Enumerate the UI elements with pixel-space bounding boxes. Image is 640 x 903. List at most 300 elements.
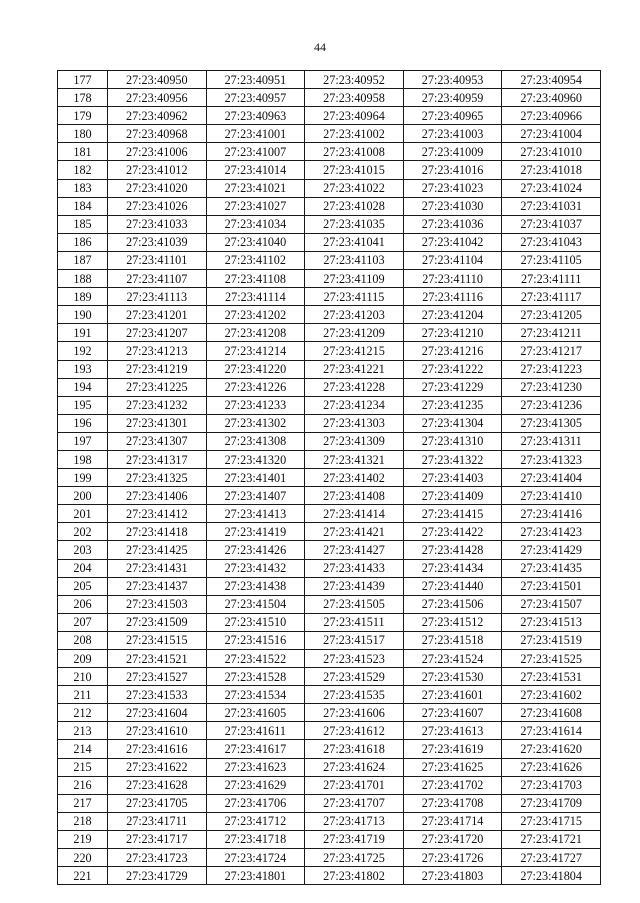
cadastral-code-cell: 27:23:41219 [108, 360, 207, 378]
row-number-cell: 213 [58, 722, 108, 740]
cadastral-code-cell: 27:23:41519 [502, 631, 601, 649]
cadastral-code-cell: 27:23:41225 [108, 378, 207, 396]
table-row [58, 143, 601, 161]
cadastral-code-cell: 27:23:41229 [403, 378, 502, 396]
cadastral-code-cell: 27:23:41717 [108, 830, 207, 848]
cadastral-code-table [57, 70, 601, 885]
row-number-cell: 181 [58, 143, 108, 161]
cadastral-code-cell: 27:23:41614 [502, 722, 601, 740]
table-row [58, 794, 601, 812]
row-number-cell: 200 [58, 487, 108, 505]
cadastral-code-cell: 27:23:41042 [403, 233, 502, 251]
cadastral-code-cell: 27:23:41003 [403, 125, 502, 143]
cadastral-code-cell: 27:23:41718 [206, 830, 305, 848]
cadastral-code-cell: 27:23:41439 [305, 577, 404, 595]
cadastral-code-cell: 27:23:41528 [206, 668, 305, 686]
cadastral-code-cell: 27:23:41429 [502, 541, 601, 559]
cadastral-code-cell: 27:23:41033 [108, 215, 207, 233]
cadastral-code-cell: 27:23:41506 [403, 595, 502, 613]
cadastral-code-cell: 27:23:41114 [206, 288, 305, 306]
cadastral-code-cell: 27:23:41624 [305, 758, 404, 776]
table-row [58, 215, 601, 233]
cadastral-code-cell: 27:23:41708 [403, 794, 502, 812]
cadastral-code-cell: 27:23:40956 [108, 89, 207, 107]
cadastral-code-cell: 27:23:41006 [108, 143, 207, 161]
cadastral-code-cell: 27:23:40962 [108, 107, 207, 125]
cadastral-code-cell: 27:23:41205 [502, 306, 601, 324]
cadastral-code-cell: 27:23:41713 [305, 812, 404, 830]
cadastral-code-cell: 27:23:41115 [305, 288, 404, 306]
cadastral-code-cell: 27:23:41311 [502, 432, 601, 450]
row-number-cell: 209 [58, 650, 108, 668]
table-row [58, 559, 601, 577]
cadastral-code-cell: 27:23:41409 [403, 487, 502, 505]
table-row [58, 396, 601, 414]
cadastral-code-cell: 27:23:41108 [206, 270, 305, 288]
table-row [58, 776, 601, 794]
cadastral-code-cell: 27:23:41414 [305, 505, 404, 523]
cadastral-code-cell: 27:23:41513 [502, 613, 601, 631]
cadastral-code-cell: 27:23:41504 [206, 595, 305, 613]
cadastral-code-cell: 27:23:41217 [502, 342, 601, 360]
table-row [58, 251, 601, 269]
cadastral-code-cell: 27:23:41501 [502, 577, 601, 595]
row-number-cell: 208 [58, 631, 108, 649]
row-number-cell: 188 [58, 270, 108, 288]
cadastral-code-cell: 27:23:41226 [206, 378, 305, 396]
cadastral-code-cell: 27:23:41702 [403, 776, 502, 794]
cadastral-code-cell: 27:23:41516 [206, 631, 305, 649]
cadastral-code-cell: 27:23:41408 [305, 487, 404, 505]
table-row [58, 161, 601, 179]
cadastral-code-cell: 27:23:41216 [403, 342, 502, 360]
cadastral-code-cell: 27:23:41024 [502, 179, 601, 197]
table-row [58, 71, 601, 89]
cadastral-code-cell: 27:23:41505 [305, 595, 404, 613]
cadastral-code-cell: 27:23:41435 [502, 559, 601, 577]
row-number-cell: 218 [58, 812, 108, 830]
row-number-cell: 215 [58, 758, 108, 776]
cadastral-code-cell: 27:23:41415 [403, 505, 502, 523]
cadastral-code-cell: 27:23:41234 [305, 396, 404, 414]
row-number-cell: 189 [58, 288, 108, 306]
table-row [58, 197, 601, 215]
cadastral-code-cell: 27:23:41215 [305, 342, 404, 360]
cadastral-code-cell: 27:23:41726 [403, 849, 502, 867]
table-row [58, 179, 601, 197]
cadastral-code-cell: 27:23:41626 [502, 758, 601, 776]
cadastral-code-cell: 27:23:41035 [305, 215, 404, 233]
cadastral-code-cell: 27:23:41438 [206, 577, 305, 595]
row-number-cell: 177 [58, 71, 108, 89]
cadastral-code-cell: 27:23:41010 [502, 143, 601, 161]
cadastral-code-cell: 27:23:41026 [108, 197, 207, 215]
row-number-cell: 220 [58, 849, 108, 867]
cadastral-code-cell: 27:23:41431 [108, 559, 207, 577]
cadastral-code-cell: 27:23:41208 [206, 324, 305, 342]
cadastral-code-cell: 27:23:41503 [108, 595, 207, 613]
cadastral-code-cell: 27:23:41323 [502, 450, 601, 468]
cadastral-code-cell: 27:23:40963 [206, 107, 305, 125]
table-row [58, 595, 601, 613]
cadastral-code-cell: 27:23:41433 [305, 559, 404, 577]
table-row [58, 849, 601, 867]
cadastral-code-cell: 27:23:41801 [206, 867, 305, 885]
cadastral-code-cell: 27:23:41515 [108, 631, 207, 649]
row-number-cell: 179 [58, 107, 108, 125]
cadastral-code-cell: 27:23:41703 [502, 776, 601, 794]
cadastral-code-cell: 27:23:41721 [502, 830, 601, 848]
table-row [58, 631, 601, 649]
cadastral-code-cell: 27:23:41034 [206, 215, 305, 233]
row-number-cell: 192 [58, 342, 108, 360]
cadastral-code-cell: 27:23:41802 [305, 867, 404, 885]
cadastral-code-cell: 27:23:41724 [206, 849, 305, 867]
cadastral-code-cell: 27:23:40960 [502, 89, 601, 107]
cadastral-code-cell: 27:23:41533 [108, 686, 207, 704]
cadastral-code-cell: 27:23:41623 [206, 758, 305, 776]
cadastral-code-cell: 27:23:41037 [502, 215, 601, 233]
cadastral-code-cell: 27:23:41803 [403, 867, 502, 885]
cadastral-code-cell: 27:23:41320 [206, 450, 305, 468]
cadastral-code-cell: 27:23:40950 [108, 71, 207, 89]
cadastral-code-cell: 27:23:41043 [502, 233, 601, 251]
cadastral-code-cell: 27:23:41105 [502, 251, 601, 269]
row-number-cell: 194 [58, 378, 108, 396]
cadastral-code-cell: 27:23:41601 [403, 686, 502, 704]
table-row [58, 89, 601, 107]
row-number-cell: 180 [58, 125, 108, 143]
cadastral-code-cell: 27:23:41616 [108, 740, 207, 758]
cadastral-code-cell: 27:23:41235 [403, 396, 502, 414]
cadastral-code-cell: 27:23:41511 [305, 613, 404, 631]
cadastral-code-cell: 27:23:41014 [206, 161, 305, 179]
row-number-cell: 201 [58, 505, 108, 523]
table-row [58, 740, 601, 758]
cadastral-code-cell: 27:23:41223 [502, 360, 601, 378]
table-row [58, 378, 601, 396]
row-number-cell: 182 [58, 161, 108, 179]
row-number-cell: 198 [58, 450, 108, 468]
row-number-cell: 212 [58, 704, 108, 722]
table-row [58, 867, 601, 885]
cadastral-code-cell: 27:23:41608 [502, 704, 601, 722]
cadastral-code-cell: 27:23:41001 [206, 125, 305, 143]
cadastral-code-cell: 27:23:41027 [206, 197, 305, 215]
row-number-cell: 204 [58, 559, 108, 577]
cadastral-code-cell: 27:23:41725 [305, 849, 404, 867]
cadastral-code-cell: 27:23:41039 [108, 233, 207, 251]
row-number-cell: 183 [58, 179, 108, 197]
row-number-cell: 221 [58, 867, 108, 885]
table-row [58, 505, 601, 523]
cadastral-code-cell: 27:23:40957 [206, 89, 305, 107]
cadastral-code-cell: 27:23:41521 [108, 650, 207, 668]
cadastral-code-cell: 27:23:41307 [108, 432, 207, 450]
table-row [58, 324, 601, 342]
cadastral-code-cell: 27:23:40964 [305, 107, 404, 125]
cadastral-code-cell: 27:23:41222 [403, 360, 502, 378]
cadastral-code-cell: 27:23:41605 [206, 704, 305, 722]
table-row [58, 107, 601, 125]
cadastral-code-cell: 27:23:41009 [403, 143, 502, 161]
table-row [58, 650, 601, 668]
cadastral-code-cell: 27:23:41620 [502, 740, 601, 758]
cadastral-code-cell: 27:23:41440 [403, 577, 502, 595]
cadastral-code-cell: 27:23:41117 [502, 288, 601, 306]
cadastral-code-cell: 27:23:41401 [206, 469, 305, 487]
cadastral-code-cell: 27:23:41410 [502, 487, 601, 505]
table-row [58, 270, 601, 288]
row-number-cell: 211 [58, 686, 108, 704]
table-row [58, 812, 601, 830]
table-row [58, 686, 601, 704]
table-row [58, 342, 601, 360]
cadastral-code-cell: 27:23:41416 [502, 505, 601, 523]
cadastral-code-cell: 27:23:41613 [403, 722, 502, 740]
cadastral-code-cell: 27:23:41228 [305, 378, 404, 396]
cadastral-code-cell: 27:23:41406 [108, 487, 207, 505]
cadastral-code-cell: 27:23:41701 [305, 776, 404, 794]
cadastral-code-cell: 27:23:41021 [206, 179, 305, 197]
cadastral-code-cell: 27:23:41402 [305, 469, 404, 487]
cadastral-code-cell: 27:23:41116 [403, 288, 502, 306]
cadastral-code-cell: 27:23:41625 [403, 758, 502, 776]
cadastral-code-cell: 27:23:41707 [305, 794, 404, 812]
cadastral-code-cell: 27:23:41103 [305, 251, 404, 269]
cadastral-code-cell: 27:23:41712 [206, 812, 305, 830]
cadastral-code-cell: 27:23:41016 [403, 161, 502, 179]
table-body [58, 71, 601, 885]
cadastral-code-cell: 27:23:41421 [305, 523, 404, 541]
cadastral-code-cell: 27:23:41012 [108, 161, 207, 179]
cadastral-code-cell: 27:23:41236 [502, 396, 601, 414]
table-row [58, 414, 601, 432]
cadastral-code-cell: 27:23:41720 [403, 830, 502, 848]
cadastral-code-cell: 27:23:41419 [206, 523, 305, 541]
row-number-cell: 199 [58, 469, 108, 487]
cadastral-code-cell: 27:23:41534 [206, 686, 305, 704]
cadastral-code-cell: 27:23:41041 [305, 233, 404, 251]
cadastral-code-cell: 27:23:41432 [206, 559, 305, 577]
row-number-cell: 219 [58, 830, 108, 848]
cadastral-code-cell: 27:23:41524 [403, 650, 502, 668]
table-row [58, 830, 601, 848]
table-row [58, 432, 601, 450]
cadastral-code-cell: 27:23:41102 [206, 251, 305, 269]
cadastral-code-cell: 27:23:41507 [502, 595, 601, 613]
table-row [58, 523, 601, 541]
row-number-cell: 210 [58, 668, 108, 686]
cadastral-code-cell: 27:23:41230 [502, 378, 601, 396]
cadastral-code-cell: 27:23:41427 [305, 541, 404, 559]
cadastral-code-cell: 27:23:41207 [108, 324, 207, 342]
cadastral-code-cell: 27:23:41523 [305, 650, 404, 668]
cadastral-code-cell: 27:23:40968 [108, 125, 207, 143]
cadastral-code-cell: 27:23:40951 [206, 71, 305, 89]
cadastral-code-cell: 27:23:41232 [108, 396, 207, 414]
cadastral-code-cell: 27:23:41611 [206, 722, 305, 740]
row-number-cell: 186 [58, 233, 108, 251]
cadastral-code-cell: 27:23:41113 [108, 288, 207, 306]
cadastral-code-cell: 27:23:40966 [502, 107, 601, 125]
cadastral-code-cell: 27:23:41303 [305, 414, 404, 432]
cadastral-code-cell: 27:23:41422 [403, 523, 502, 541]
cadastral-code-cell: 27:23:41201 [108, 306, 207, 324]
cadastral-code-cell: 27:23:41628 [108, 776, 207, 794]
cadastral-code-cell: 27:23:41104 [403, 251, 502, 269]
row-number-cell: 217 [58, 794, 108, 812]
row-number-cell: 191 [58, 324, 108, 342]
cadastral-code-cell: 27:23:41509 [108, 613, 207, 631]
cadastral-code-cell: 27:23:41111 [502, 270, 601, 288]
cadastral-code-cell: 27:23:41711 [108, 812, 207, 830]
cadastral-code-cell: 27:23:41204 [403, 306, 502, 324]
cadastral-code-cell: 27:23:40959 [403, 89, 502, 107]
cadastral-code-cell: 27:23:41714 [403, 812, 502, 830]
row-number-cell: 190 [58, 306, 108, 324]
cadastral-code-cell: 27:23:41525 [502, 650, 601, 668]
table-row [58, 668, 601, 686]
table-row [58, 469, 601, 487]
cadastral-code-cell: 27:23:41529 [305, 668, 404, 686]
cadastral-code-cell: 27:23:41617 [206, 740, 305, 758]
cadastral-code-cell: 27:23:41020 [108, 179, 207, 197]
cadastral-code-cell: 27:23:41321 [305, 450, 404, 468]
table-row [58, 577, 601, 595]
cadastral-code-cell: 27:23:41325 [108, 469, 207, 487]
table-row [58, 704, 601, 722]
cadastral-code-cell: 27:23:41619 [403, 740, 502, 758]
table-row [58, 360, 601, 378]
cadastral-code-cell: 27:23:41729 [108, 867, 207, 885]
cadastral-code-cell: 27:23:41031 [502, 197, 601, 215]
cadastral-code-cell: 27:23:41404 [502, 469, 601, 487]
cadastral-code-cell: 27:23:41301 [108, 414, 207, 432]
cadastral-code-cell: 27:23:41612 [305, 722, 404, 740]
cadastral-code-cell: 27:23:41309 [305, 432, 404, 450]
cadastral-code-cell: 27:23:41110 [403, 270, 502, 288]
row-number-cell: 193 [58, 360, 108, 378]
row-number-cell: 207 [58, 613, 108, 631]
cadastral-code-cell: 27:23:41305 [502, 414, 601, 432]
cadastral-code-cell: 27:23:41403 [403, 469, 502, 487]
cadastral-code-cell: 27:23:41302 [206, 414, 305, 432]
cadastral-code-cell: 27:23:41413 [206, 505, 305, 523]
row-number-cell: 214 [58, 740, 108, 758]
cadastral-code-cell: 27:23:41202 [206, 306, 305, 324]
cadastral-code-cell: 27:23:41522 [206, 650, 305, 668]
table-row [58, 288, 601, 306]
cadastral-code-cell: 27:23:41210 [403, 324, 502, 342]
cadastral-code-cell: 27:23:41002 [305, 125, 404, 143]
row-number-cell: 202 [58, 523, 108, 541]
cadastral-code-cell: 27:23:41527 [108, 668, 207, 686]
cadastral-code-cell: 27:23:41018 [502, 161, 601, 179]
row-number-cell: 206 [58, 595, 108, 613]
table-row [58, 450, 601, 468]
cadastral-code-cell: 27:23:41530 [403, 668, 502, 686]
cadastral-code-cell: 27:23:40958 [305, 89, 404, 107]
cadastral-code-cell: 27:23:40953 [403, 71, 502, 89]
table-row [58, 487, 601, 505]
cadastral-code-cell: 27:23:41412 [108, 505, 207, 523]
row-number-cell: 184 [58, 197, 108, 215]
cadastral-code-cell: 27:23:41531 [502, 668, 601, 686]
table-row [58, 758, 601, 776]
cadastral-code-cell: 27:23:41727 [502, 849, 601, 867]
table-row [58, 541, 601, 559]
cadastral-code-cell: 27:23:41007 [206, 143, 305, 161]
cadastral-code-cell: 27:23:40965 [403, 107, 502, 125]
cadastral-code-cell: 27:23:41015 [305, 161, 404, 179]
table-row [58, 306, 601, 324]
cadastral-code-cell: 27:23:41535 [305, 686, 404, 704]
cadastral-code-cell: 27:23:41602 [502, 686, 601, 704]
cadastral-code-cell: 27:23:41023 [403, 179, 502, 197]
table-row [58, 125, 601, 143]
cadastral-code-cell: 27:23:40952 [305, 71, 404, 89]
cadastral-code-cell: 27:23:41004 [502, 125, 601, 143]
cadastral-code-cell: 27:23:41610 [108, 722, 207, 740]
cadastral-code-cell: 27:23:41723 [108, 849, 207, 867]
cadastral-code-cell: 27:23:41107 [108, 270, 207, 288]
cadastral-code-cell: 27:23:41709 [502, 794, 601, 812]
cadastral-code-cell: 27:23:41203 [305, 306, 404, 324]
cadastral-code-cell: 27:23:41418 [108, 523, 207, 541]
cadastral-code-cell: 27:23:41622 [108, 758, 207, 776]
cadastral-code-cell: 27:23:40954 [502, 71, 601, 89]
cadastral-code-cell: 27:23:41706 [206, 794, 305, 812]
cadastral-code-cell: 27:23:41705 [108, 794, 207, 812]
cadastral-code-cell: 27:23:41008 [305, 143, 404, 161]
cadastral-code-cell: 27:23:41407 [206, 487, 305, 505]
cadastral-code-cell: 27:23:41606 [305, 704, 404, 722]
cadastral-code-cell: 27:23:41030 [403, 197, 502, 215]
cadastral-code-cell: 27:23:41220 [206, 360, 305, 378]
row-number-cell: 216 [58, 776, 108, 794]
cadastral-code-cell: 27:23:41322 [403, 450, 502, 468]
cadastral-code-cell: 27:23:41310 [403, 432, 502, 450]
cadastral-code-cell: 27:23:41213 [108, 342, 207, 360]
cadastral-code-cell: 27:23:41308 [206, 432, 305, 450]
cadastral-code-cell: 27:23:41040 [206, 233, 305, 251]
cadastral-code-cell: 27:23:41426 [206, 541, 305, 559]
row-number-cell: 196 [58, 414, 108, 432]
cadastral-code-cell: 27:23:41434 [403, 559, 502, 577]
table-row [58, 233, 601, 251]
table-row [58, 613, 601, 631]
row-number-cell: 187 [58, 251, 108, 269]
cadastral-code-cell: 27:23:41101 [108, 251, 207, 269]
cadastral-code-cell: 27:23:41036 [403, 215, 502, 233]
cadastral-code-cell: 27:23:41518 [403, 631, 502, 649]
cadastral-code-cell: 27:23:41028 [305, 197, 404, 215]
cadastral-code-cell: 27:23:41719 [305, 830, 404, 848]
cadastral-code-cell: 27:23:41604 [108, 704, 207, 722]
cadastral-code-cell: 27:23:41214 [206, 342, 305, 360]
cadastral-code-cell: 27:23:41437 [108, 577, 207, 595]
cadastral-code-cell: 27:23:41304 [403, 414, 502, 432]
cadastral-code-cell: 27:23:41715 [502, 812, 601, 830]
row-number-cell: 185 [58, 215, 108, 233]
cadastral-code-cell: 27:23:41022 [305, 179, 404, 197]
cadastral-code-cell: 27:23:41109 [305, 270, 404, 288]
cadastral-code-cell: 27:23:41428 [403, 541, 502, 559]
cadastral-code-cell: 27:23:41510 [206, 613, 305, 631]
cadastral-code-cell: 27:23:41233 [206, 396, 305, 414]
row-number-cell: 203 [58, 541, 108, 559]
